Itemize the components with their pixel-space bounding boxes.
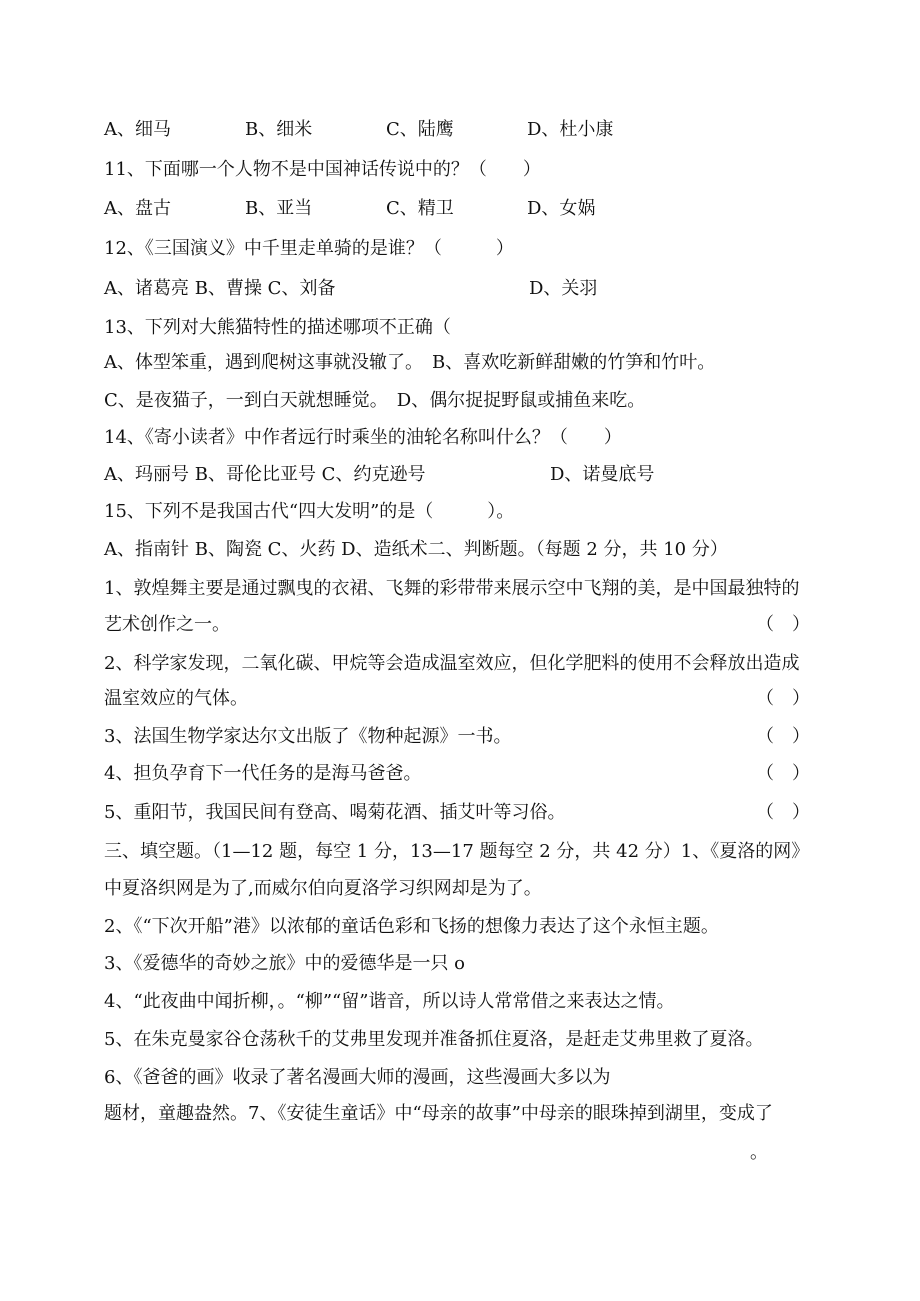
q12-stem: 12、《三国演义》中千里走单骑的是谁？（ ） [104,238,514,259]
q13-options-row2: C、是夜猫子，一到白天就想睡觉。 D、偶尔捉捉野鼠或捕鱼来吃。 [104,390,646,411]
fill-q5: 5、在朱克曼家谷仓荡秋千的艾弗里发现并准备抓住夏洛，是赶走艾弗里救了夏洛。 [104,1029,764,1050]
q11-stem: 11、下面哪一个人物不是中国神话传说中的？（ ） [104,159,541,180]
judge-4-text: 4、担负孕育下一代任务的是海马爸爸。 [104,763,422,784]
fill-header-line: 三、填空题。（1—12 题，每空 1 分，13—17 题每空 2 分，共 42 分）1、《夏洛的网》 [104,841,810,862]
q11-option-b: B、亚当 [245,198,313,219]
q12-option-d: D、关羽 [529,278,598,299]
fill-q4: 4、“此夜曲中闻折柳，。“柳”“留”谐音，所以诗人常常借之来表达之情。 [104,991,675,1012]
q14-stem: 14、《寄小读者》中作者远行时乘坐的油轮名称叫什么？（ ） [104,427,622,448]
fill-q6-cont-q7: 题材，童趣盎然。7、《安徒生童话》中“母亲的故事”中母亲的眼珠掉到湖里，变成了 [104,1103,773,1124]
q11-option-d: D、女娲 [527,198,596,219]
q13-options-row1: A、体型笨重，遇到爬树这事就没辙了。 B、喜欢吃新鲜甜嫩的竹笋和竹叶。 [104,352,716,373]
judge-1-line2 [104,612,824,638]
judge-3 [104,724,824,750]
judge-1-answer-paren: （ ） [756,614,810,635]
q10-option-d: D、杜小康 [527,119,614,140]
q10-option-a: A、细马 [104,119,171,140]
judge-4 [104,761,824,787]
judge-5-text: 5、重阳节，我国民间有登高、喝菊花酒、插艾叶等习俗。 [104,802,566,823]
judge-5-answer-paren: （ ） [756,802,810,823]
judge-2-line2 [104,686,824,712]
judge-3-text: 3、法国生物学家达尔文出版了《物种起源》一书。 [104,726,512,747]
q10-option-c: C、陆鹰 [386,119,454,140]
judge-2-line2-text: 温室效应的气体。 [104,688,248,709]
judge-5 [104,800,824,826]
fill-q2: 2、《“下次开船”港》以浓郁的童话色彩和飞扬的想像力表达了这个永恒主题。 [104,916,719,937]
q13-stem: 13、下列对大熊猫特性的描述哪项不正确（ [104,317,451,338]
judge-1-line1: 1、敦煌舞主要是通过飘曳的衣裙、飞舞的彩带带来展示空中飞翔的美，是中国最独特的 [104,578,800,599]
judge-1-line2-text: 艺术创作之一。 [104,614,230,635]
q15-options-and-section2: A、指南针 B、陶瓷 C、火药 D、造纸术二、判断题。（每题 2 分，共 10 分） [104,539,728,560]
q14-option-d: D、诺曼底号 [550,464,655,485]
fill-q7-end-mark: 。 [750,1142,768,1163]
judge-3-answer-paren: （ ） [756,726,810,747]
q10-option-b: B、细米 [245,119,313,140]
fill-q6: 6、《爸爸的画》收录了著名漫画大师的漫画，这些漫画大多以为 [104,1067,611,1088]
q11-option-a: A、盘古 [104,198,171,219]
q12-options-abc: A、诸葛亮 B、曹操 C、刘备 [104,278,336,299]
fill-q1-cont: 中夏洛织网是为了,而威尔伯向夏洛学习织网却是为了。 [104,878,542,899]
q11-option-c: C、精卫 [386,198,454,219]
judge-2-line1: 2、科学家发现，二氧化碳、甲烷等会造成温室效应，但化学肥料的使用不会释放出造成 [104,653,800,674]
judge-2-answer-paren: （ ） [756,688,810,709]
q14-options-abc: A、玛丽号 B、哥伦比亚号 C、约克逊号 [104,464,426,485]
fill-q3: 3、《爱德华的奇妙之旅》中的爱德华是一只 o [104,953,466,974]
q15-stem: 15、下列不是我国古代“四大发明”的是（ ）。 [104,501,515,522]
judge-4-answer-paren: （ ） [756,763,810,784]
